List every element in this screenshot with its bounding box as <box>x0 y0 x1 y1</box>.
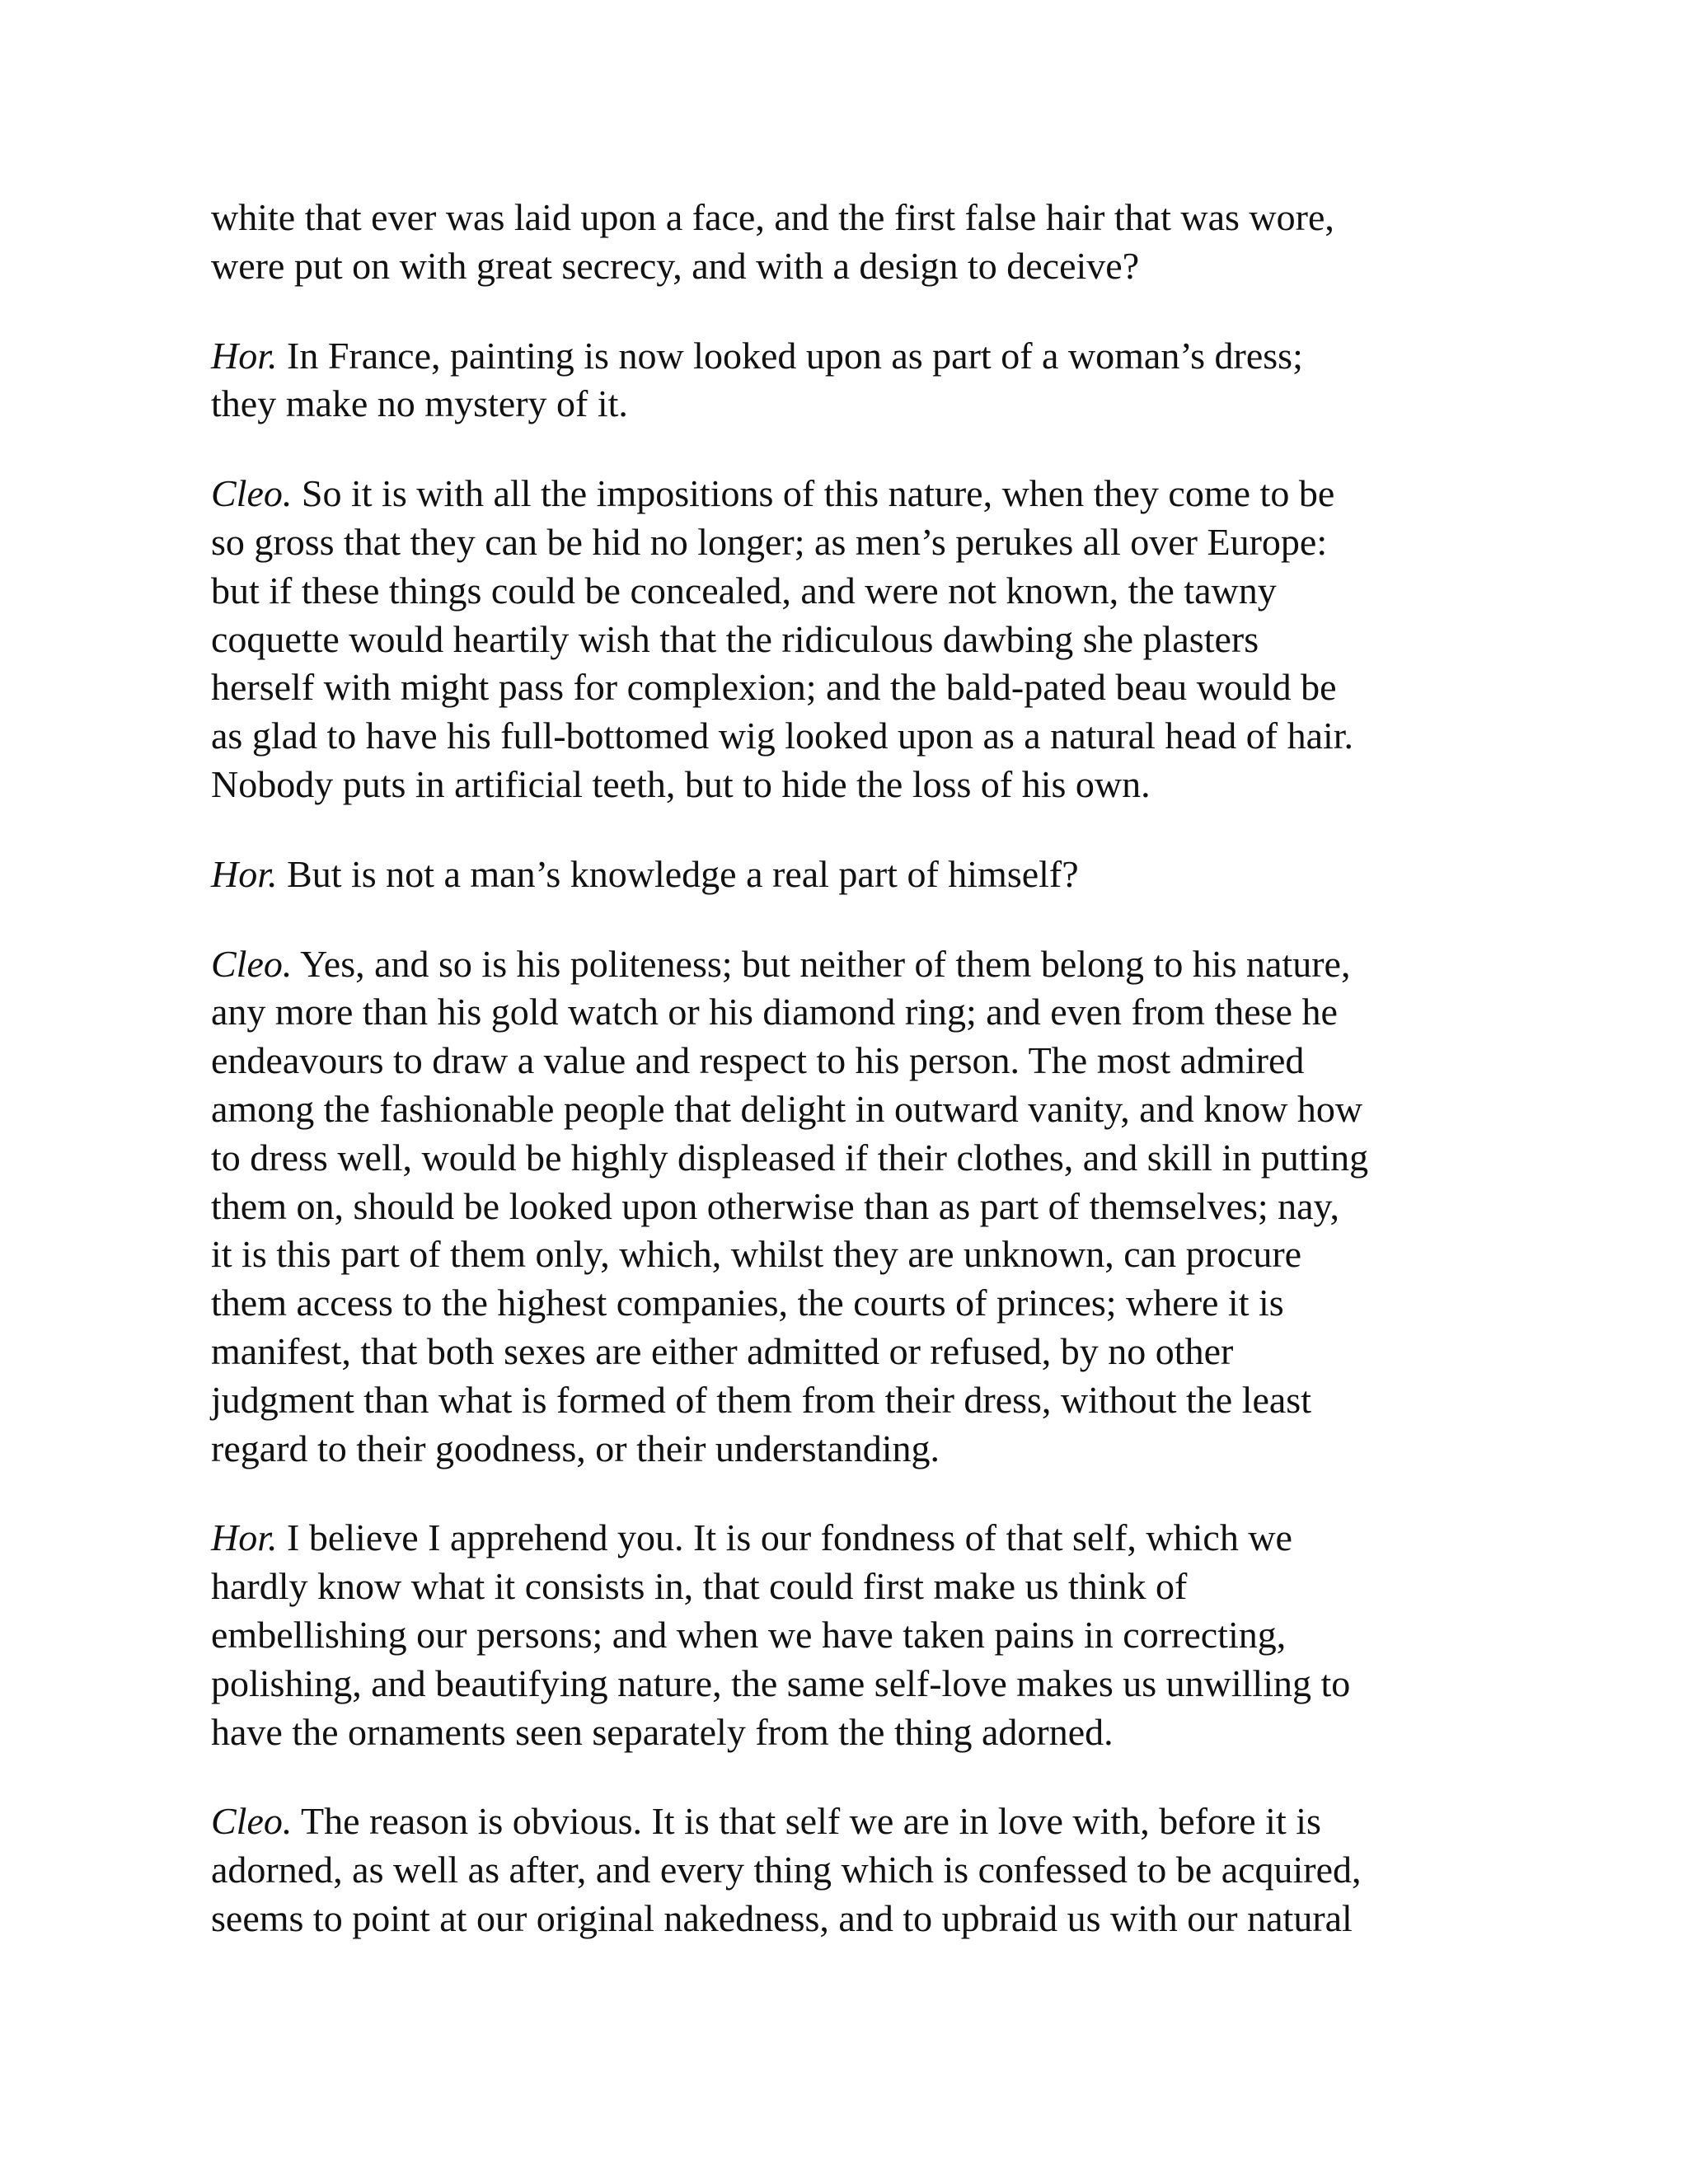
line-text: The reason is obvious. It is that self we are in love with, before it is <box>292 1800 1321 1843</box>
speaker-label: Cleo. <box>211 472 293 515</box>
line-text: them on, should be looked upon otherwise than as part of themselves; nay, <box>211 1184 1340 1227</box>
line-text: have the ornaments seen separately from the thing adorned. <box>211 1710 1114 1753</box>
line-text: they make no mystery of it. <box>211 382 628 425</box>
line-text: hardly know what it consists in, that could first make us think of <box>211 1565 1188 1608</box>
line-text: seems to point at our original nakedness, and to upbraid us with our natural <box>211 1896 1353 1939</box>
speaker-label: Cleo. <box>211 1800 293 1843</box>
line-text: so gross that they can be hid no longer; as men’s perukes all over Europe: <box>211 520 1328 563</box>
paragraph-5 <box>211 940 1497 1474</box>
line-text: embellishing our persons; and when we have taken pains in correcting, <box>211 1613 1287 1656</box>
line-text: were put on with great secrecy, and with a design to deceive? <box>211 244 1140 287</box>
line-text: endeavours to draw a value and respect to his person. The most admired <box>211 1039 1305 1082</box>
line-text: but if these things could be concealed, and were not known, the tawny <box>211 569 1277 612</box>
paragraph-7 <box>211 1797 1497 1943</box>
line-text: In France, painting is now looked upon as part of a woman’s dress; <box>277 334 1303 377</box>
line-text: them access to the highest companies, the courts of princes; where it is <box>211 1282 1284 1324</box>
line-text: Nobody puts in artificial teeth, but to hide the loss of his own. <box>211 762 1151 805</box>
speaker-label: Hor. <box>211 1516 278 1559</box>
body-text <box>211 194 1497 1985</box>
line-text: manifest, that both sexes are either admitted or refused, by no other <box>211 1329 1234 1372</box>
speaker-label: Hor. <box>211 852 278 895</box>
line-text: Yes, and so is his politeness; but neither of them belong to his nature, <box>292 942 1351 985</box>
paragraph-1 <box>211 194 1497 291</box>
paragraph-4 <box>211 851 1497 899</box>
line-text: polishing, and beautifying nature, the same self-love makes us unwilling to <box>211 1661 1351 1704</box>
speaker-label: Hor. <box>211 334 278 377</box>
line-text: as glad to have his full-bottomed wig looked upon as a natural head of hair. <box>211 715 1354 757</box>
line-text: herself with might pass for complexion; and the bald-pated beau would be <box>211 666 1337 709</box>
paragraph-6 <box>211 1514 1497 1756</box>
speaker-label: Cleo. <box>211 942 293 985</box>
line-text: regard to their goodness, or their understanding. <box>211 1427 940 1469</box>
line-text: any more than his gold watch or his diamond ring; and even from these he <box>211 991 1338 1033</box>
paragraph-3 <box>211 470 1497 809</box>
line-text: So it is with all the impositions of this nature, when they come to be <box>292 472 1335 515</box>
paragraph-2 <box>211 332 1497 429</box>
line-text: it is this part of them only, which, whilst they are unknown, can procure <box>211 1233 1302 1276</box>
line-text: coquette would heartily wish that the ridiculous dawbing she plasters <box>211 617 1259 660</box>
line-text: judgment than what is formed of them from their dress, without the least <box>211 1378 1311 1421</box>
line-text: adorned, as well as after, and every thing which is confessed to be acquired, <box>211 1849 1362 1891</box>
line-text: I believe I apprehend you. It is our fondness of that self, which we <box>277 1516 1292 1559</box>
line-text: among the fashionable people that delight in outward vanity, and know how <box>211 1087 1363 1130</box>
line-text: to dress well, would be highly displeased if their clothes, and skill in putting <box>211 1136 1369 1179</box>
line-text: But is not a man’s knowledge a real part of himself? <box>277 852 1079 895</box>
line-text: white that ever was laid upon a face, and the first false hair that was wore, <box>211 196 1334 238</box>
